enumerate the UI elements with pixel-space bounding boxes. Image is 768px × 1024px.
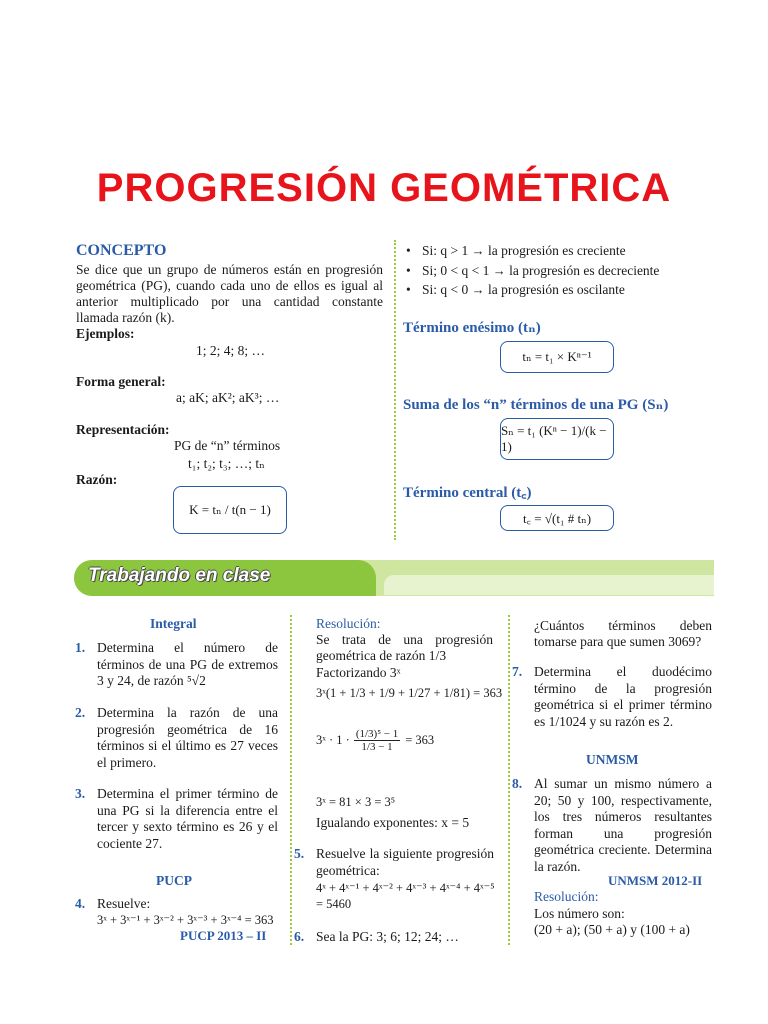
forma-general-value: a; aK; aK²; aK³; … [176,390,280,405]
column-divider [290,615,292,945]
concepto-heading: CONCEPTO [76,242,167,259]
razon-label: Razón: [76,472,118,487]
column-divider [508,615,510,945]
problem-6-continuation: ¿Cuántos términos deben tomarse para que sumen 3069? [534,618,712,649]
equation-1: 3ˣ(1 + 1/3 + 1/9 + 1/27 + 1/81) = 363 [316,686,503,700]
problem-1: 1. Determina el número de términos de una PG de extremos 3 y 24, de razón ⁵√2 [75,640,278,688]
problem-6: 6. Sea la PG: 3; 6; 12; 24; … [294,929,459,944]
problem-4: 4. Resuelve: [75,896,151,911]
suma-formula: Sₙ = t₁ (Kⁿ − 1)/(k − 1) [501,423,607,454]
razon-formula-box [173,486,287,534]
representacion-label: Representación: [76,422,170,437]
problem-7: 7. Determina el duodécimo término de la progresión geométrica si el primer término es 1/1024 y su razón es 2. [512,664,712,729]
banner-title: Trabajando en clase [88,565,271,586]
problem-4-equation: 3ˣ + 3ˣ⁻¹ + 3ˣ⁻² + 3ˣ⁻³ + 3ˣ⁻⁴ = 363 [97,913,274,927]
forma-general-label: Forma general: [76,374,166,389]
resolucion-label-2: Resolución: [534,889,599,904]
condition-list [400,241,710,300]
suma-box [500,418,614,460]
equation-2: 3ˣ · 1 · $\frac{\text{(1/3)⁵ − 1}}{1/3 - 1}$ = 363 [316,728,435,753]
termino-central-heading: Término central (t꜀) [403,485,532,501]
termino-central-box [500,505,614,531]
problem-4-source: PUCP 2013 – II [180,928,267,943]
condition-item: • Si: q > 1 → la progresión es creciente [400,241,710,261]
column-divider [394,240,396,540]
razon-formula: K = tₙ / t(n − 1) [189,502,271,517]
arrow-right-icon: → [492,262,506,278]
problem-8-source: UNMSM 2012-II [608,873,703,888]
termino-enesimo-heading: Término enésimo (tₙ) [403,320,541,336]
pucp-heading: PUCP [156,873,192,888]
problem-8: 8. Al sumar un mismo número a 20; 50 y 100, respectivamente, los tres números resultantes forman una progresión geométrica creciente. Determina la razón. [512,776,712,874]
ejemplos-value: 1; 2; 4; 8; … [196,343,266,358]
problem-5-equation: 4ˣ + 4ˣ⁻¹ + 4ˣ⁻² + 4ˣ⁻³ + 4ˣ⁻⁴ + 4ˣ⁻⁵ = 5460 [316,881,495,911]
condition-item: • Si; 0 < q < 1 → la progresión es decreciente [400,261,710,281]
representacion-line1: PG de “n” términos [174,438,281,453]
suma-heading: Suma de los “n” términos de una PG (Sₙ) [403,397,669,413]
equation-3: 3ˣ = 81 × 3 = 3⁵ [316,795,396,809]
termino-enesimo-box [500,341,614,373]
igualando-text: Igualando exponentes: x = 5 [316,815,470,830]
resolucion-text: Se trata de una progresión geométrica de razón 1/3 [316,632,493,663]
problem-5: 5. Resuelve la siguiente progresión geométrica: [294,846,494,878]
concepto-text: Se dice que un grupo de números están en progresión geométrica (PG), cuando cada uno de ellos es igual al anterior multiplicado por una cantidad constante llamada razón (k). [76,262,383,325]
resolucion-label: Resolución: [316,616,381,631]
problem-2: 2. Determina la razón de una progresión geométrica de 16 términos si el último es 27 veces el primero. [75,705,278,770]
unmsm-heading: UNMSM [586,752,639,767]
problem-3: 3. Determina el primer término de una PG si la diferencia entre el tercer y sexto término es 26 y el cociente 27. [75,786,278,851]
ejemplos-label: Ejemplos: [76,326,135,341]
arrow-right-icon: → [471,243,485,258]
condition-item: • Si: q < 0 → la progresión es oscilante [400,280,710,300]
factorizando-text: Factorizando 3ˣ [316,665,401,680]
resolucion-line2: (20 + a); (50 + a) y (100 + a) [534,922,690,937]
representacion-line2: t₁; t₂; t₃; …; tₙ [188,456,265,471]
integral-heading: Integral [150,616,197,631]
termino-enesimo-formula: tₙ = t₁ × Kⁿ⁻¹ [522,349,592,364]
termino-central-formula: t꜀ = √(t₁ # tₙ) [522,511,592,526]
arrow-right-icon: → [471,282,485,297]
resolucion-line1: Los número son: [534,906,625,921]
page-title: PROGRESIÓN GEOMÉTRICA [96,166,672,210]
banner-light-stripe [384,575,714,595]
